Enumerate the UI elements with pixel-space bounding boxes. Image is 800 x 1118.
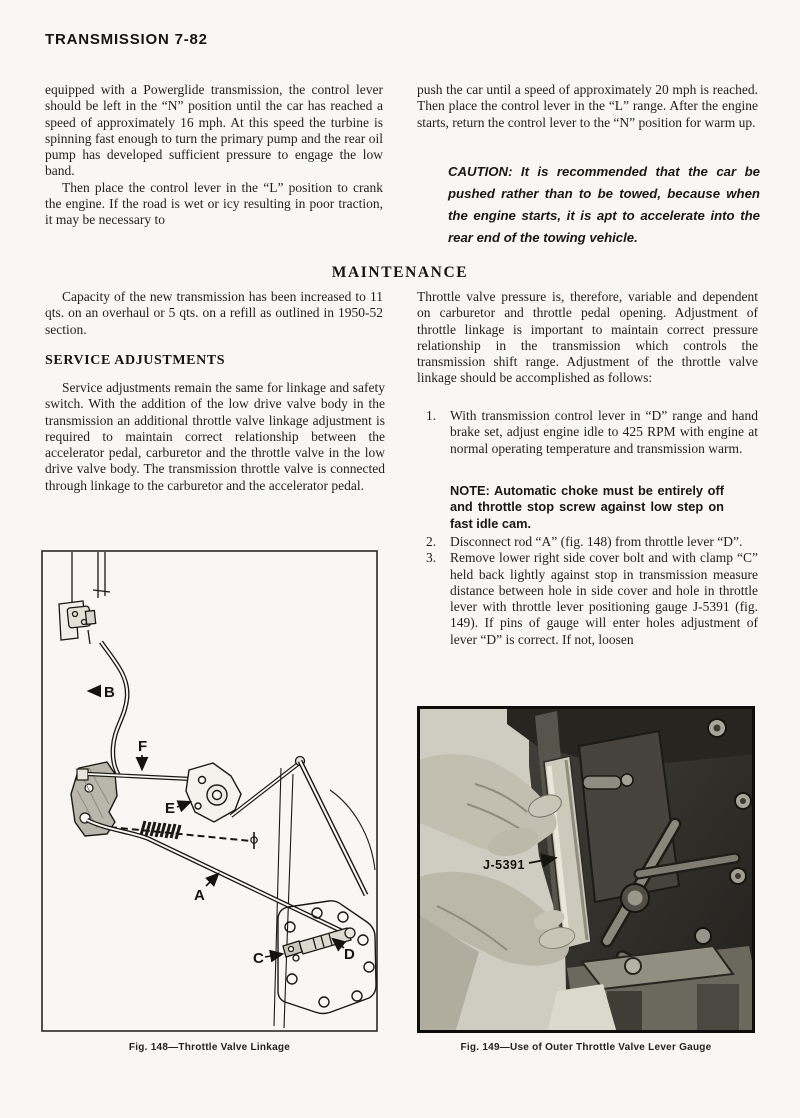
paragraph: Throttle valve pressure is, therefore, variable and dependent on carburetor and throttle pedal opening. Adjustment of throttle linkage is important to maintain correct pressure relationship in the transmission which controls the transmission shift range. Adjustment of the throttle valve linkage should be accomplished as follows:	[417, 289, 758, 386]
label-f: F	[138, 738, 148, 755]
paragraph: equipped with a Powerglide transmission, the control lever should be left in the “N” position until the car has reached a speed of approximately 16 mph. At this speed the turbine is spinning fast enough to turn the primary pump and the rear oil pump has developed sufficient pressure to engage the low band.	[45, 82, 383, 179]
label-c-arrow	[265, 954, 282, 957]
list-number: 1.	[426, 408, 437, 423]
label-e-arrow	[177, 802, 190, 807]
list-text: Remove lower right side cover bolt and with clamp “C” held back lightly against stop in transmission measure distance between hole in side cover and hole in throttle lever with throttle lever positioning gauge J-5391 (fig. 149). If pins of gauge will enter holes adjustment of lever “D” is correct. If not, loosen	[450, 550, 758, 647]
paragraph: Then place the control lever in the “L” position to crank the engine. If the road is wet or icy resulting in poor traction, it may be necessary to	[45, 179, 383, 228]
label-b: B	[104, 684, 115, 701]
linkage-diagram	[41, 550, 378, 1032]
paragraph: Capacity of the new transmission has been increased to 11 qts. on an overhaul or 5 qts. on a refill as outlined in 1950-52 section.	[45, 289, 383, 337]
list-item-3	[417, 550, 758, 648]
label-a: A	[194, 887, 205, 904]
pedal-rods	[231, 757, 366, 896]
figure-148-throttle-valve-linkage	[41, 550, 378, 1032]
right-column-upper	[417, 82, 758, 131]
right-column-throttle	[417, 289, 758, 387]
list-items-2-3	[417, 534, 758, 648]
label-c: C	[253, 950, 264, 967]
caption-fig-148: Fig. 148—Throttle Valve Linkage	[128, 1042, 291, 1053]
paragraph: push the car until a speed of approximately 20 mph is reached. Then place the control lever in the “L” range. After the engine starts, return the control lever to the “N” position for warm up.	[417, 82, 758, 130]
rod-b	[101, 642, 127, 776]
subheading-service-adjustments: SERVICE ADJUSTMENTS	[45, 353, 226, 368]
page-header: TRANSMISSION 7-82	[45, 31, 208, 48]
carburetor-linkage-top	[59, 552, 110, 644]
tool-label: J-5391	[483, 858, 525, 872]
caption-fig-149: Fig. 149—Use of Outer Throttle Valve Lever Gauge	[460, 1042, 712, 1053]
note-block: NOTE: Automatic choke must be entirely off and throttle stop screw against low step on fast idle cam.	[450, 483, 724, 531]
label-a-arrow	[206, 874, 218, 886]
section-heading-maintenance: MAINTENANCE	[331, 264, 469, 281]
left-column-capacity	[45, 289, 383, 338]
label-d: D	[344, 946, 355, 963]
left-column-upper	[45, 82, 383, 229]
left-column-service	[45, 380, 385, 494]
gauge-photo	[417, 706, 755, 1033]
list-number: 2.	[426, 534, 437, 549]
list-text: Disconnect rod “A” (fig. 148) from throttle lever “D”.	[450, 534, 743, 549]
rod-a	[87, 820, 348, 934]
throttle-spring	[99, 821, 257, 849]
paragraph: Service adjustments remain the same for linkage and safety switch. With the addition of the low drive valve body in the transmission an additional throttle valve linkage adjustment is required to maintain correct relationship between the accelerator pedal, carburetor and the throttle valve in the low drive valve body. The transmission throttle valve is connected through linkage to the carburetor and the accelerator pedal.	[45, 380, 385, 493]
list-text: With transmission control lever in “D” range and hand brake set, adjust engine idle to 425 RPM with engine at normal operating temperature and transmission warm.	[450, 408, 758, 456]
label-e: E	[165, 800, 176, 817]
figure-149-gauge-photo	[417, 706, 755, 1033]
caution-block: CAUTION: It is recommended that the car be pushed rather than to be towed, because when the engine starts, it is apt to accelerate into the rear end of the towing vehicle.	[448, 164, 760, 245]
list-number: 3.	[426, 550, 437, 566]
list-item-2	[417, 534, 758, 550]
list-item-1	[417, 408, 758, 457]
